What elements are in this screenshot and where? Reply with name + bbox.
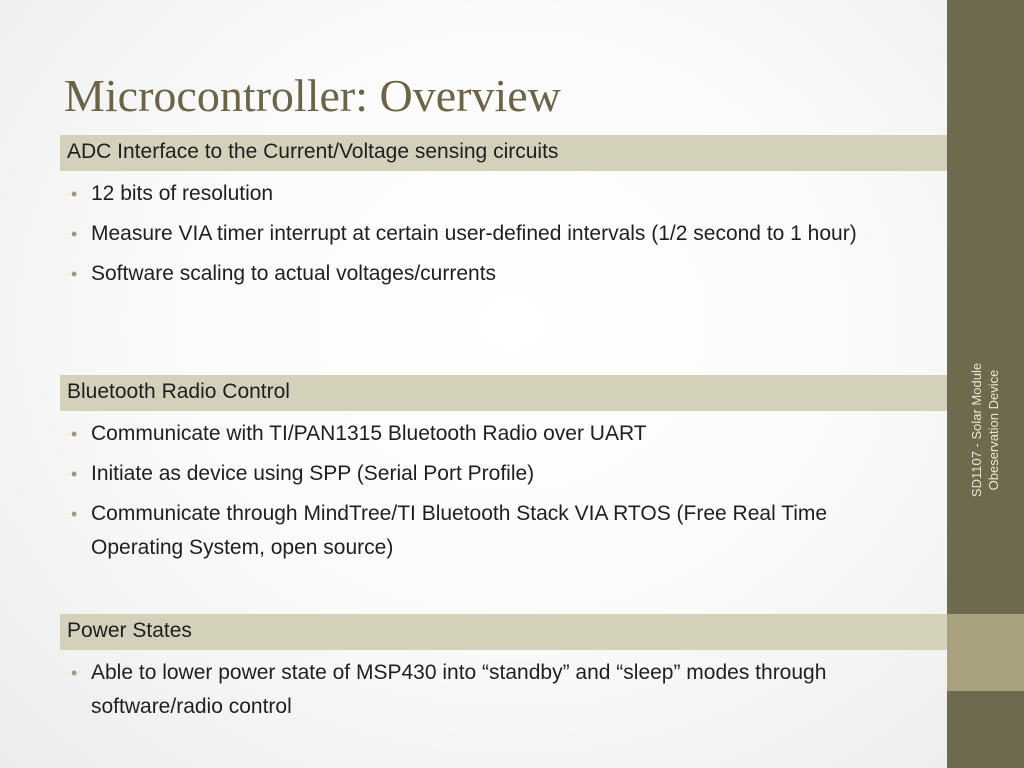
sidebar-line-1: SD1107 - Solar Module <box>969 362 984 498</box>
bullet-dot-icon: • <box>71 663 78 683</box>
list-item <box>60 457 947 491</box>
list-item <box>60 656 947 724</box>
sidebar-line-2: Obeservation Device <box>986 369 1001 491</box>
bullet-dot-icon: • <box>71 504 78 524</box>
list-item <box>60 417 947 451</box>
bullet-dot-icon: • <box>71 264 78 284</box>
bullet-dot-icon: • <box>71 464 78 484</box>
bullet-text: Able to lower power state of MSP430 into “standby” and “sleep” modes through software/radio control <box>91 661 827 718</box>
section-header-bluetooth: Bluetooth Radio Control <box>60 375 947 411</box>
bullet-list-bluetooth <box>60 417 947 565</box>
bullet-text: Software scaling to actual voltages/currents <box>91 262 497 285</box>
section-header-power-states: Power States <box>60 614 947 650</box>
bullet-list-adc <box>60 177 947 291</box>
list-item <box>60 497 947 565</box>
bullet-text: 12 bits of resolution <box>91 182 274 205</box>
bullet-dot-icon: • <box>71 424 78 444</box>
section-header-adc: ADC Interface to the Current/Voltage sensing circuits <box>60 135 947 171</box>
section-bluetooth <box>60 375 947 565</box>
sidebar-footer-text <box>968 300 1002 560</box>
bullet-list-power-states <box>60 656 947 724</box>
section-power-states <box>60 614 947 724</box>
list-item <box>60 257 947 291</box>
bullet-text: Communicate with TI/PAN1315 Bluetooth Radio over UART <box>91 422 647 445</box>
slide-title: Microcontroller: Overview <box>64 70 561 121</box>
list-item <box>60 217 947 251</box>
bullet-text: Communicate through MindTree/TI Bluetooth Stack VIA RTOS (Free Real Time Operating System, open source) <box>91 502 828 559</box>
bullet-text: Initiate as device using SPP (Serial Port Profile) <box>91 462 535 485</box>
sidebar-accent-block <box>947 614 1024 691</box>
bullet-dot-icon: • <box>71 224 78 244</box>
list-item <box>60 177 947 211</box>
bullet-text: Measure VIA timer interrupt at certain user-defined intervals (1/2 second to 1 hour) <box>91 222 857 245</box>
bullet-dot-icon: • <box>71 184 78 204</box>
sidebar <box>947 0 1024 768</box>
section-adc <box>60 135 947 291</box>
